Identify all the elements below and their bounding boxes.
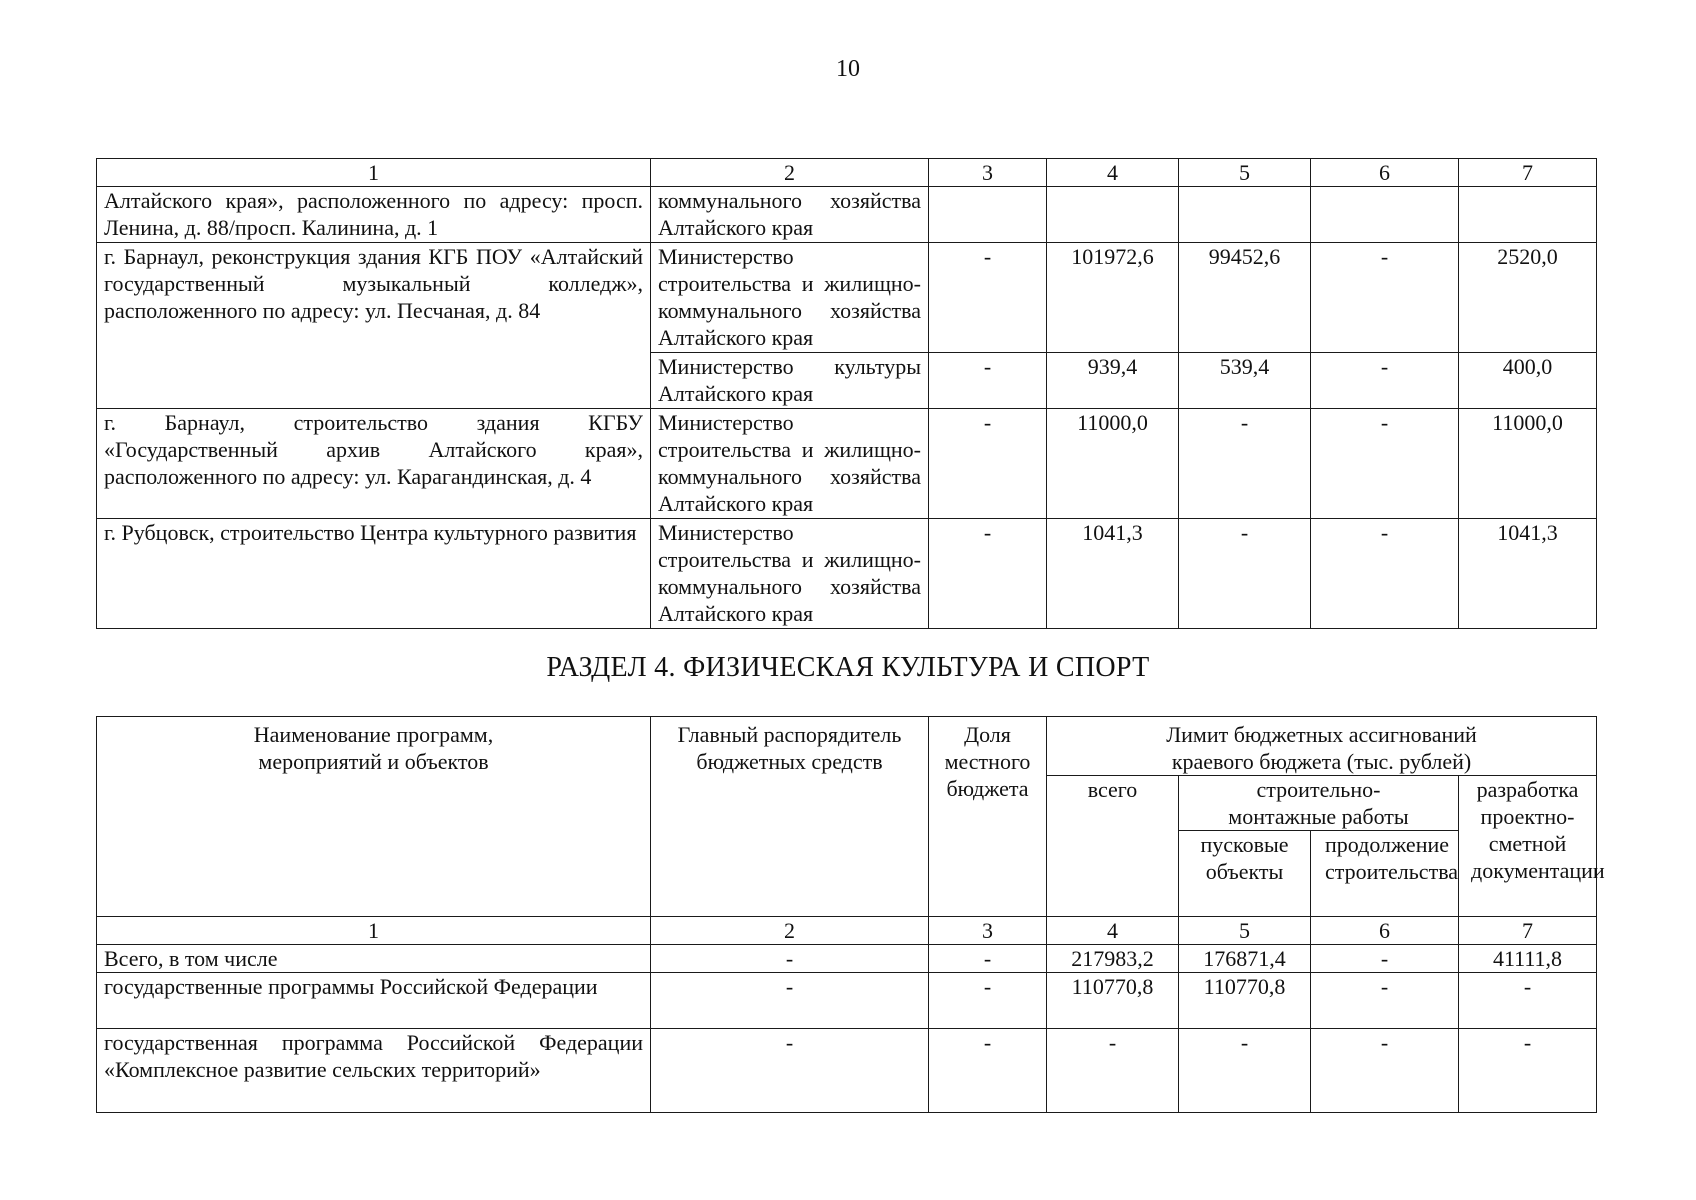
column-number: 3 — [929, 159, 1047, 187]
budget-distributor: - — [651, 1029, 929, 1113]
launch-value: - — [1179, 519, 1311, 629]
continuation-value: - — [1311, 409, 1459, 519]
header-continuation: продолжение строительства — [1311, 831, 1459, 917]
budget-distributor: - — [651, 973, 929, 1029]
launch-value: 176871,4 — [1179, 945, 1311, 973]
table-row — [97, 1029, 1597, 1113]
column-number: 5 — [1179, 917, 1311, 945]
column-number-row — [97, 917, 1597, 945]
header-design: разработка проектно-сметной документации — [1459, 776, 1597, 917]
total-value: 1041,3 — [1047, 519, 1179, 629]
column-number: 6 — [1311, 159, 1459, 187]
column-number: 4 — [1047, 917, 1179, 945]
budget-distributor: коммунального хозяйства Алтайского края — [651, 187, 929, 243]
design-value: 400,0 — [1459, 353, 1597, 409]
continuation-value — [1311, 187, 1459, 243]
sport-section-table — [96, 716, 1605, 1113]
column-number-row — [97, 159, 1597, 187]
local-share: - — [929, 243, 1047, 353]
launch-value: - — [1179, 1029, 1311, 1113]
continuation-value: - — [1311, 243, 1459, 353]
header-row — [97, 717, 1597, 776]
object-name: г. Рубцовск, строительство Центра культурного развития — [97, 519, 651, 629]
launch-value: 110770,8 — [1179, 973, 1311, 1029]
local-share: - — [929, 519, 1047, 629]
column-number: 2 — [651, 159, 929, 187]
continuation-value: - — [1311, 973, 1459, 1029]
design-value: - — [1459, 973, 1597, 1029]
total-value: 110770,8 — [1047, 973, 1179, 1029]
design-value: 41111,8 — [1459, 945, 1597, 973]
local-share: - — [929, 409, 1047, 519]
page-number: 10 — [836, 56, 860, 82]
design-value: 1041,3 — [1459, 519, 1597, 629]
column-number: 7 — [1459, 159, 1597, 187]
table-row — [97, 187, 1597, 243]
header-name: Наименование программ, мероприятий и объектов — [97, 717, 651, 917]
total-value — [1047, 187, 1179, 243]
continuation-value: - — [1311, 945, 1459, 973]
continuation-value: - — [1311, 1029, 1459, 1113]
program-name: государственные программы Российской Федерации — [97, 973, 651, 1029]
total-value: 11000,0 — [1047, 409, 1179, 519]
column-number: 5 — [1179, 159, 1311, 187]
header-limit: Лимит бюджетных ассигнований краевого бюджета (тыс. рублей) — [1047, 717, 1597, 776]
local-share: - — [929, 1029, 1047, 1113]
launch-value: - — [1179, 409, 1311, 519]
local-share: - — [929, 973, 1047, 1029]
launch-value: 99452,6 — [1179, 243, 1311, 353]
total-value: 101972,6 — [1047, 243, 1179, 353]
column-number: 4 — [1047, 159, 1179, 187]
continuation-value: - — [1311, 519, 1459, 629]
header-total: всего — [1047, 776, 1179, 917]
table-row — [97, 409, 1597, 519]
table-row — [97, 519, 1597, 629]
object-name: г. Барнаул, строительство здания КГБУ «Государственный архив Алтайского края», расположенного по адресу: ул. Карагандинская, д. 4 — [97, 409, 651, 519]
table-row — [97, 945, 1597, 973]
column-number: 6 — [1311, 917, 1459, 945]
local-share — [929, 187, 1047, 243]
total-value: - — [1047, 1029, 1179, 1113]
design-value: 2520,0 — [1459, 243, 1597, 353]
budget-distributor: Министерство строительства и жилищно-коммунального хозяйства Алтайского края — [651, 243, 929, 353]
object-name: Алтайского края», расположенного по адресу: просп. Ленина, д. 88/просп. Калинина, д. 1 — [97, 187, 651, 243]
objects-table-continued — [96, 158, 1597, 629]
program-name: Всего, в том числе — [97, 945, 651, 973]
design-value: - — [1459, 1029, 1597, 1113]
column-number: 1 — [97, 917, 651, 945]
launch-value: 539,4 — [1179, 353, 1311, 409]
column-number: 2 — [651, 917, 929, 945]
total-value: 217983,2 — [1047, 945, 1179, 973]
program-name: государственная программа Российской Федерации «Комплексное развитие сельских территорий» — [97, 1029, 651, 1113]
column-number: 7 — [1459, 917, 1597, 945]
column-number: 3 — [929, 917, 1047, 945]
launch-value — [1179, 187, 1311, 243]
budget-distributor: Министерство строительства и жилищно-коммунального хозяйства Алтайского края — [651, 519, 929, 629]
continuation-value: - — [1311, 353, 1459, 409]
table-row — [97, 973, 1597, 1029]
header-launch: пусковые объекты — [1179, 831, 1311, 917]
design-value — [1459, 187, 1597, 243]
object-name: г. Барнаул, реконструкция здания КГБ ПОУ «Алтайский государственный музыкальный колледж», расположенного по адресу: ул. Песчаная, д. 84 — [97, 243, 651, 409]
local-share: - — [929, 945, 1047, 973]
section-title: РАЗДЕЛ 4. ФИЗИЧЕСКАЯ КУЛЬТУРА И СПОРТ — [546, 652, 1150, 683]
design-value: 11000,0 — [1459, 409, 1597, 519]
budget-distributor: Министерство культуры Алтайского края — [651, 353, 929, 409]
budget-distributor: - — [651, 945, 929, 973]
header-distributor: Главный распорядитель бюджетных средств — [651, 717, 929, 917]
total-value: 939,4 — [1047, 353, 1179, 409]
header-construction: строительно-монтажные работы — [1179, 776, 1459, 831]
table-row — [97, 243, 1597, 353]
budget-distributor: Министерство строительства и жилищно-коммунального хозяйства Алтайского края — [651, 409, 929, 519]
header-local-share: Доля местного бюджета — [929, 717, 1047, 917]
local-share: - — [929, 353, 1047, 409]
column-number: 1 — [97, 159, 651, 187]
